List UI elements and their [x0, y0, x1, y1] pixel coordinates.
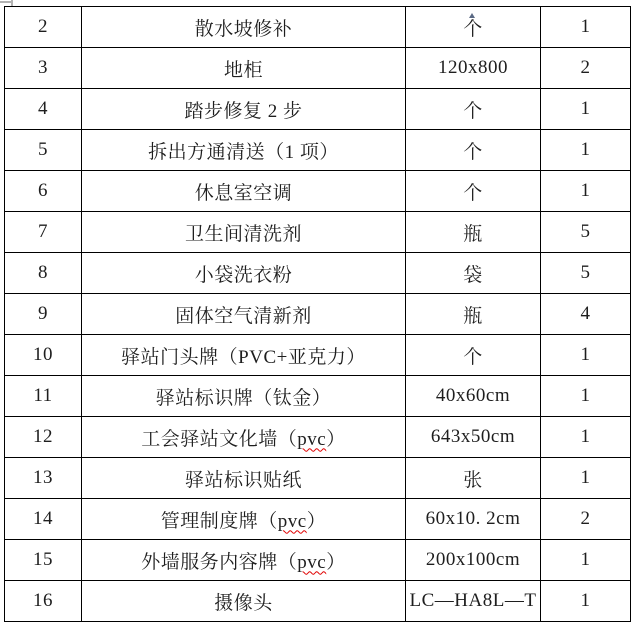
- item-name-cell[interactable]: [82, 253, 406, 294]
- row-number: 4: [38, 98, 48, 119]
- item-name-cell[interactable]: [82, 89, 406, 130]
- row-number: 3: [38, 57, 48, 78]
- item-name-cell[interactable]: [82, 130, 406, 171]
- qty-cell[interactable]: [541, 89, 631, 130]
- qty-value: 5: [580, 221, 591, 242]
- item-name-cell[interactable]: [82, 540, 406, 581]
- spec-value: 120x800: [438, 57, 508, 78]
- row-number-cell[interactable]: [5, 417, 82, 458]
- spec-value: 个: [463, 346, 483, 368]
- row-number: 8: [38, 262, 48, 283]
- spec-cell[interactable]: [406, 335, 541, 376]
- qty-cell[interactable]: [541, 499, 631, 540]
- qty-value: 1: [580, 16, 591, 37]
- spec-cell[interactable]: [406, 7, 541, 48]
- row-number-cell[interactable]: [5, 253, 82, 294]
- table-row: [5, 294, 631, 335]
- qty-value: 1: [580, 98, 591, 119]
- qty-value: 1: [580, 426, 591, 447]
- item-name-cell[interactable]: [82, 294, 406, 335]
- table-row: [5, 171, 631, 212]
- item-name-misspelled-word: pvc: [297, 551, 327, 573]
- row-number-cell[interactable]: [5, 335, 82, 376]
- spec-value: 袋: [463, 264, 483, 286]
- row-number: 10: [33, 344, 53, 365]
- qty-value: 1: [580, 344, 591, 365]
- spec-cell[interactable]: [406, 581, 541, 622]
- table-row: [5, 376, 631, 417]
- item-name: 摄像头: [214, 592, 273, 614]
- qty-value: 5: [580, 262, 591, 283]
- qty-value: 4: [580, 303, 591, 324]
- table-row: [5, 458, 631, 499]
- row-number: 5: [38, 139, 48, 160]
- table-row: [5, 48, 631, 89]
- item-name: 管理制度牌（: [160, 510, 278, 532]
- spec-value: 瓶: [463, 305, 483, 327]
- qty-cell[interactable]: [541, 171, 631, 212]
- qty-cell[interactable]: [541, 212, 631, 253]
- item-name-cell[interactable]: [82, 581, 406, 622]
- qty-value: 2: [580, 508, 591, 529]
- spec-cell[interactable]: [406, 171, 541, 212]
- item-name: 工会驿站文化墙（: [141, 428, 298, 450]
- item-name-suffix: ）: [326, 551, 346, 573]
- spec-value: 个: [463, 182, 483, 204]
- item-name: 小袋洗衣粉: [194, 264, 293, 286]
- qty-cell[interactable]: [541, 417, 631, 458]
- item-name: 踏步修复 2 步: [184, 100, 303, 122]
- spec-cell[interactable]: [406, 417, 541, 458]
- item-name: 卫生间清洗剂: [184, 223, 302, 245]
- item-name-cell[interactable]: [82, 417, 406, 458]
- spec-value: 200x100cm: [425, 549, 521, 570]
- items-table: [4, 6, 631, 622]
- spec-cell[interactable]: [406, 540, 541, 581]
- item-name-cell[interactable]: [82, 212, 406, 253]
- item-name-cell[interactable]: [82, 458, 406, 499]
- qty-cell[interactable]: [541, 458, 631, 499]
- item-name: 驿站标识牌（钛金）: [155, 387, 332, 409]
- table-row: [5, 335, 631, 376]
- row-number: 12: [33, 426, 53, 447]
- row-number: 16: [33, 590, 53, 611]
- row-number-cell[interactable]: [5, 89, 82, 130]
- row-number-cell[interactable]: [5, 458, 82, 499]
- qty-value: 1: [580, 549, 591, 570]
- row-number-cell[interactable]: [5, 171, 82, 212]
- spec-value: LC—HA8L—T: [409, 590, 537, 611]
- spec-value: 张: [463, 469, 483, 491]
- row-number-cell[interactable]: [5, 581, 82, 622]
- table-row: [5, 7, 631, 48]
- item-name: 地柜: [223, 59, 263, 81]
- item-name-cell[interactable]: [82, 7, 406, 48]
- qty-cell[interactable]: [541, 335, 631, 376]
- table-row: [5, 540, 631, 581]
- qty-cell[interactable]: [541, 540, 631, 581]
- row-number: 9: [38, 303, 48, 324]
- qty-value: 1: [580, 139, 591, 160]
- row-number: 7: [38, 221, 48, 242]
- items-table-body: [5, 7, 631, 622]
- item-name-misspelled-word: pvc: [297, 428, 327, 450]
- qty-value: 1: [580, 385, 591, 406]
- spec-cell[interactable]: [406, 376, 541, 417]
- item-name: 休息室空调: [194, 182, 293, 204]
- item-name-cell[interactable]: [82, 171, 406, 212]
- item-name-cell[interactable]: [82, 376, 406, 417]
- qty-cell[interactable]: [541, 253, 631, 294]
- table-row: [5, 130, 631, 171]
- item-name: 外墙服务内容牌（: [141, 551, 298, 573]
- item-name-cell[interactable]: [82, 335, 406, 376]
- qty-cell[interactable]: [541, 294, 631, 335]
- item-name-suffix: ）: [306, 510, 327, 532]
- row-number: 2: [38, 16, 48, 37]
- item-name: 驿站门头牌（PVC+亚克力）: [121, 346, 366, 368]
- qty-value: 2: [580, 57, 591, 78]
- item-name: 拆出方通清送（1 项）: [148, 141, 339, 163]
- spec-value: 40x60cm: [435, 385, 511, 406]
- spec-cell[interactable]: [406, 212, 541, 253]
- row-number: 6: [38, 180, 48, 201]
- row-number-cell[interactable]: [5, 212, 82, 253]
- row-number-cell[interactable]: [5, 540, 82, 581]
- row-number-cell[interactable]: [5, 294, 82, 335]
- spec-value: 个: [463, 100, 483, 122]
- qty-cell[interactable]: [541, 48, 631, 89]
- table-row: [5, 417, 631, 458]
- qty-value: 1: [580, 467, 591, 488]
- table-row: [5, 212, 631, 253]
- spec-value: 个: [463, 141, 483, 163]
- spec-cell[interactable]: [406, 89, 541, 130]
- item-name-cell[interactable]: [82, 48, 406, 89]
- row-number: 15: [33, 549, 53, 570]
- spec-value: 643x50cm: [430, 426, 516, 447]
- qty-value: 1: [580, 180, 591, 201]
- qty-value: 1: [580, 590, 591, 611]
- row-number-cell[interactable]: [5, 376, 82, 417]
- spec-cell[interactable]: [406, 253, 541, 294]
- spec-cell[interactable]: [406, 294, 541, 335]
- spec-cell[interactable]: [406, 130, 541, 171]
- table-row: [5, 581, 631, 622]
- item-name-cell[interactable]: [82, 499, 406, 540]
- spec-cell[interactable]: [406, 48, 541, 89]
- row-number-cell[interactable]: [5, 7, 82, 48]
- row-number-cell[interactable]: [5, 130, 82, 171]
- qty-cell[interactable]: [541, 7, 631, 48]
- table-row: [5, 89, 631, 130]
- spec-value: 瓶: [463, 223, 483, 245]
- qty-cell[interactable]: [541, 581, 631, 622]
- spec-value: 60x10. 2cm: [425, 508, 521, 529]
- row-number-cell[interactable]: [5, 48, 82, 89]
- spec-value: 个: [463, 18, 483, 40]
- table-row: [5, 499, 631, 540]
- spec-cell[interactable]: [406, 499, 541, 540]
- item-name: 固体空气清新剂: [175, 305, 312, 327]
- table-row: [5, 253, 631, 294]
- item-name-suffix: ）: [326, 428, 346, 450]
- spec-cell[interactable]: [406, 458, 541, 499]
- qty-cell[interactable]: [541, 376, 631, 417]
- row-number: 11: [33, 385, 53, 406]
- item-name-misspelled-word: pvc: [277, 510, 307, 532]
- item-name: 驿站标识贴纸: [184, 469, 302, 491]
- row-number: 13: [33, 467, 53, 488]
- row-number: 14: [33, 508, 53, 529]
- qty-cell[interactable]: [541, 130, 631, 171]
- row-number-cell[interactable]: [5, 499, 82, 540]
- item-name: 散水坡修补: [194, 18, 293, 40]
